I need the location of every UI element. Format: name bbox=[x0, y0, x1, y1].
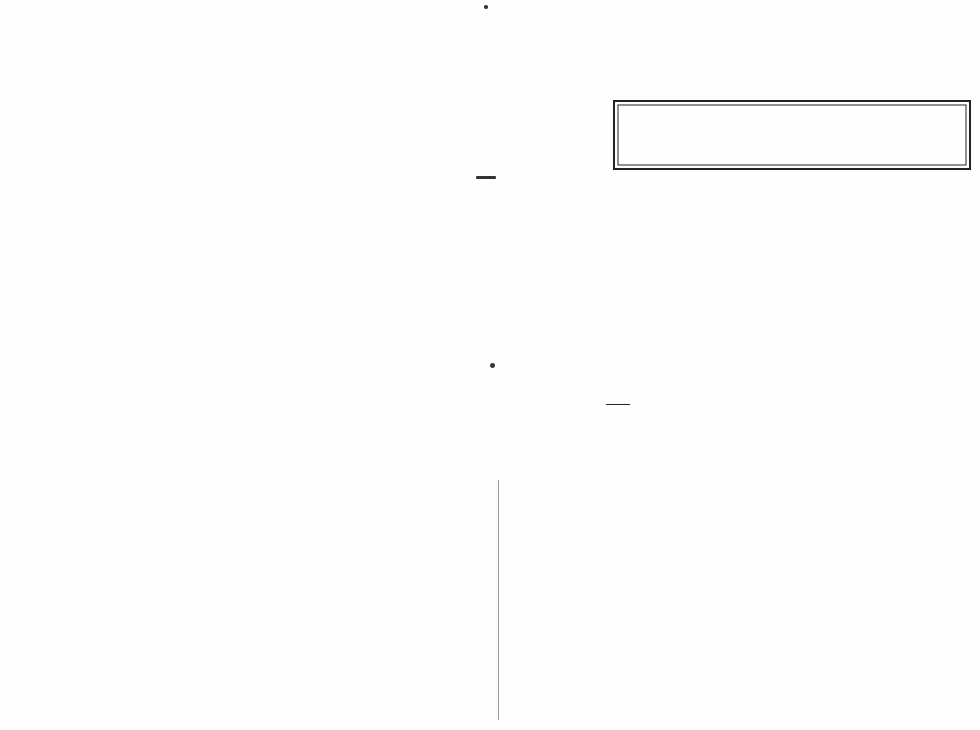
gutter-fold-line bbox=[498, 480, 499, 720]
book-gutter bbox=[470, 0, 500, 730]
gutter-speck bbox=[490, 363, 495, 368]
gutter-mark bbox=[476, 176, 496, 179]
ornament-border bbox=[613, 100, 971, 170]
left-page bbox=[0, 0, 470, 730]
gutter-speck bbox=[484, 5, 488, 9]
stanza-dash bbox=[606, 404, 630, 405]
right-page bbox=[500, 0, 980, 730]
